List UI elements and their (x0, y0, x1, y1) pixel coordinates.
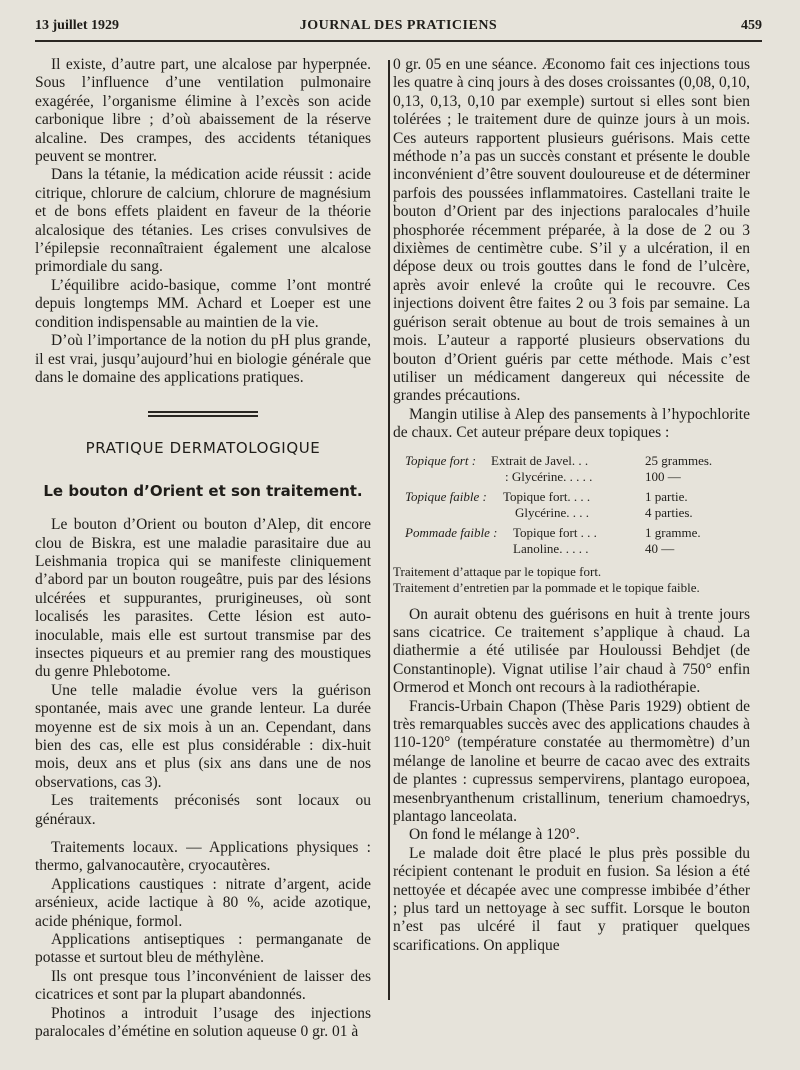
paragraph: Applications antiseptiques : permanganate de potasse et surtout bleu de méthylène. (35, 931, 371, 967)
recipe-row (405, 489, 750, 506)
journal-title: JOURNAL DES PRATICIENS (299, 18, 498, 33)
recipe-label: Topique fort : (405, 452, 477, 468)
issue-date: 13 juillet 1929 (35, 18, 119, 33)
column-divider (388, 60, 391, 1000)
paragraph: Les traitements préconisés sont locaux ou généraux. (35, 792, 371, 828)
paragraph: Photinos a introduit l’usage des injections paralocales d’émétine en solution aqueuse 0 gr. 01 à (35, 1004, 371, 1041)
recipe-row (405, 525, 750, 542)
recipe-note: Traitement d’attaque par le topique fort. (393, 563, 602, 579)
recipe-amount: 1 partie. (645, 488, 688, 504)
recipe-label: Pommade faible : (405, 524, 498, 540)
left-column (35, 56, 371, 1042)
recipe-ingredient: Extrait de Javel. . . (491, 452, 589, 468)
recipe-label: Topique faible : (405, 488, 487, 504)
paragraph: Le bouton d’Orient ou bouton d’Alep, dit encore clou de Biskra, est une maladie parasitaire due au Leishmania tropica qui se manifeste cliniquement d’abord par un bouton rougeâtre, puis par des lésions ulcérées et suppurantes, prurigineuses, où sont localisés les parasites. Cette lésion est auto-inoculable, mais elle est surtout transmise par des insectes piqueurs et au premier rang des moustiques du genre Phlebotome. (35, 516, 371, 681)
recipe-table (405, 453, 750, 558)
paragraph: Applications caustiques : nitrate d’argent, acide arsénieux, acide lactique à 80 %, acide azotique, acide phénique, formol. (35, 875, 371, 930)
right-column (393, 56, 750, 955)
section-separator (148, 411, 258, 417)
recipe-ingredient: Topique fort. . . . (503, 488, 591, 504)
paragraph: 0 gr. 05 en une séance. Æconomo fait ces injections tous les quatre à cinq jours à des doses croissantes (0,08, 0,10, 0,13, 0,13, 0,10 par exemple) surtout si elles sont bien tolérées ; le traitement dure de quinze jours à un mois. Ces auteurs rapportent plusieurs guérisons. Mais cette méthode n’a pas un succès constant et présente le double inconvénient d’être souvent douloureuse et de déterminer parfois des poussées inflammatoires. Castellani traite le bouton d’Orient par des injections paralocales d’huile phosphorée récemment préparée, à la dose de 2 ou 3 dixièmes de centimètre cube. S’il y a ulcération, il en dépose deux ou trois gouttes dans le fond de l’ulcère, après avoir enlevé la croûte qui le recouvre. Ces injections doivent être faites 2 ou 3 fois par semaine. La guérison serait obtenue au bout de trois semaines à un mois. L’auteur a rapporté plusieurs observations du bouton d’Orient guéris par cette méthode. Mais c’est utiliser un médicament dangereux qui nécessite de grandes précautions. (393, 56, 750, 405)
recipe-amount: 40 — (645, 541, 675, 557)
paragraph: D’où l’importance de la notion du pH plus grande, il est vrai, jusqu’aujourd’hui en biologie générale que dans le domaine des applications pratiques. (35, 332, 371, 386)
recipe-notes (393, 564, 750, 596)
header-rule (35, 40, 762, 42)
recipe-amount: 100 — (645, 469, 681, 485)
paragraph: Ils ont presque tous l’inconvénient de laisser des cicatrices et sont par la plupart abandonnés. (35, 967, 371, 1004)
recipe-ingredient: Lanoline. . . . . (513, 541, 589, 557)
recipe-ingredient: : Glycérine. . . . . (505, 469, 593, 485)
paragraph: Le malade doit être placé le plus près possible du récipient contenant le produit en fusion. Sa lésion a été nettoyée et décapée avec une compresse imbibée d’éther ; plus tard un nettoyage à sec suffit. Lorsque le bouton n’est pas ulcéré il faut y pratiquer quelques scarifications. On applique (393, 844, 750, 954)
paragraph: Francis-Urbain Chapon (Thèse Paris 1929) obtient de très remarquables succès avec des applications chaudes à 110-120° (température constatée au thermomètre) d’un mélange de lanoline et beurre de cacao avec des extraits de plantes : cupressus sempervirens, plantago europoea, mesenbryanthenum cristallinum, tenerium chamoedrys, plantago lanceolata. (393, 697, 750, 825)
paragraph: L’équilibre acido-basique, comme l’ont montré depuis longtemps MM. Achard et Loeper est une condition indispensable au maintien de la vie. (35, 276, 371, 331)
recipe-note: Traitement d’entretien par la pommade et le topique faible. (393, 579, 700, 595)
recipe-row (405, 453, 750, 470)
recipe-ingredient: Glycérine. . . . (515, 505, 590, 521)
paragraph: On aurait obtenu des guérisons en huit à trente jours sans cicatrice. Ce traitement s’applique à chaud. La diathermie a été utilisée par Houloussi Behdjet (de Constantinople). Vignat utilise l’air chaud à 750° enfin Ormerod et Monch ont recours à la radiothérapie. (393, 605, 750, 697)
article-title: Le bouton d’Orient et son traitement. (43, 481, 363, 500)
recipe-row (405, 505, 750, 522)
spacer (35, 829, 371, 839)
page-number: 459 (741, 18, 762, 33)
paragraph: Mangin utilise à Alep des pansements à l’hypochlorite de chaux. Cet auteur prépare deux topiques : (393, 405, 750, 442)
paragraph: Il existe, d’autre part, une alcalose par hyperpnée. Sous l’influence d’une ventilation pulmonaire exagérée, l’organisme élimine à l’excès son acide carbonique libre ; d’où abaissement de la réserve alcaline. Des crampes, des accidents tétaniques peuvent se montrer. (35, 56, 371, 166)
recipe-row (405, 541, 750, 558)
recipe-amount: 4 parties. (645, 505, 693, 521)
paragraph: Dans la tétanie, la médication acide réussit : acide citrique, chlorure de calcium, chlorure de magnésium et de bons effets plaident en faveur de la théorie alcalosique des tétanies. Les crises convulsives de l’épilepsie reconnaîtraient également une alcalose primordiale du sang. (35, 166, 371, 276)
recipe-amount: 25 grammes. (645, 452, 713, 468)
recipe-row (405, 469, 750, 486)
recipe-ingredient: Topique fort . . . (513, 524, 597, 540)
paragraph: Une telle maladie évolue vers la guérison spontanée, mais avec une grande lenteur. La durée moyenne est de six mois à un an. Cependant, dans bien des cas, elle est plus considérable : dix-huit mois, deux ans et plus (six ans dans une de nos observations, cas 3). (35, 681, 371, 791)
section-title: PRATIQUE DERMATOLOGIQUE (85, 439, 321, 458)
paragraph: Traitements locaux. — Applications physiques : thermo, galvanocautère, cryocautères. (35, 839, 371, 875)
paragraph: On fond le mélange à 120°. (409, 826, 580, 844)
running-head (35, 18, 762, 40)
recipe-amount: 1 gramme. (645, 524, 701, 540)
